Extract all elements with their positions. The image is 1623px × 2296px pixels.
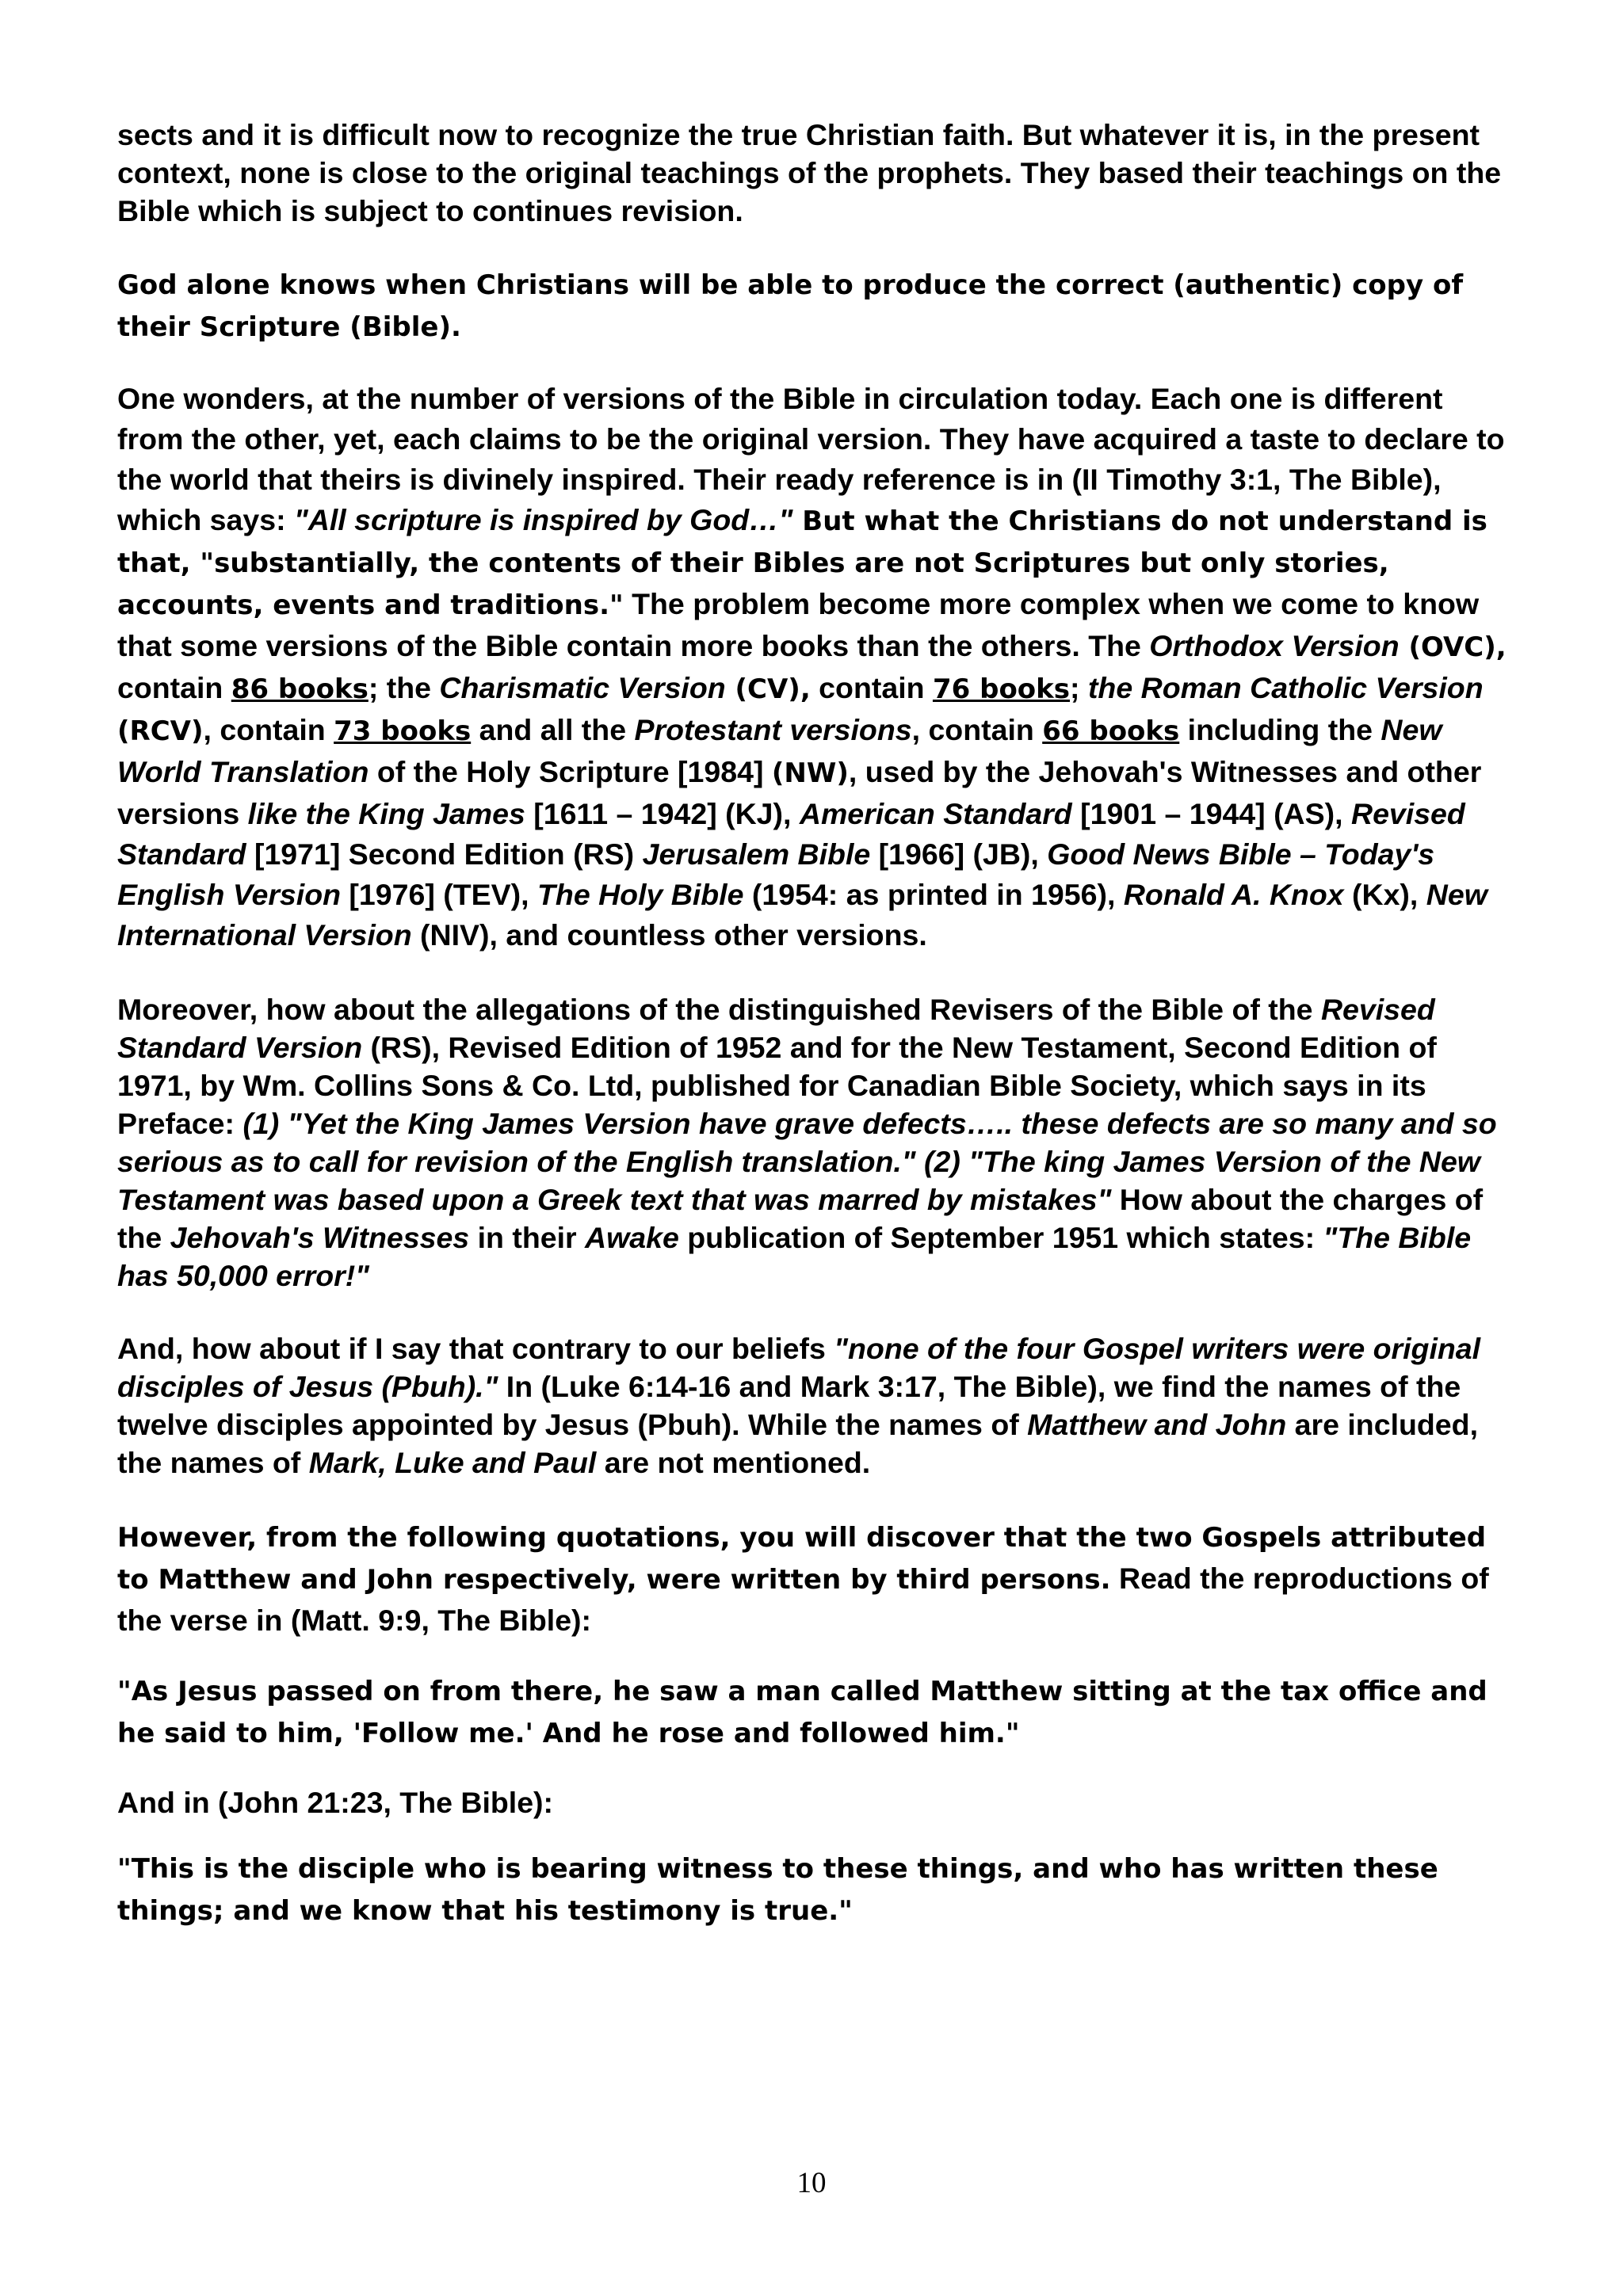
book-count: 66 books [1042, 715, 1180, 747]
version-name: Protestant versions [634, 713, 912, 746]
text-span: [1976] (TEV), [341, 878, 537, 911]
paragraph-john-ref: And in (John 21:23, The Bible): [117, 1786, 554, 1819]
version-name: The Holy Bible [537, 878, 744, 911]
text-span: [1901 – 1944] (AS), [1071, 797, 1351, 830]
text-span: (1954: as printed in 1956), [743, 878, 1124, 911]
book-count: 86 books [231, 673, 369, 705]
version-name: Good News Bible – Today's English Version [117, 837, 1435, 911]
text-span-black: But what the Christians do not understand is that, "substantially, the contents of their Bibles are not Scriptures but only stories, accounts, events and traditions." [117, 505, 1487, 621]
version-name: Ronald A. Knox [1123, 878, 1344, 911]
document-page [117, 116, 1512, 1932]
text-span: of the Holy Scripture [1984] [369, 755, 772, 788]
version-name: Revised Standard Version [117, 993, 1435, 1064]
version-name: Jerusalem Bible [642, 837, 871, 871]
text-span: ; the [368, 671, 440, 704]
paragraph-intro: sects and it is difficult now to recognize the true Christian faith. But whatever it is, in the present context, none is close to the original teachings of the prophets. They based their teachings on the Bible which is subject to continues revision. [117, 118, 1502, 227]
text-span: contain [117, 671, 231, 704]
version-name: the Roman Catholic Version [1087, 671, 1484, 704]
quote-matthew-9-9: "As Jesus passed on from there, he saw a man called Matthew sitting at the tax office and he said to him, 'Follow me.' And he rose and followed him." [117, 1676, 1487, 1749]
version-name: New World Translation [117, 713, 1442, 788]
version-name: Orthodox Version [1149, 629, 1400, 662]
text-span: In (Luke 6:14-16 and Mark 3:17, The Bible), we find the names of the twelve disciples appointed by Jesus (Pbuh). While the names of [117, 1370, 1461, 1441]
book-count: 76 books [932, 673, 1071, 705]
quote-awake: "The Bible has 50,000 error!" [117, 1221, 1472, 1292]
text-span: in their [469, 1221, 586, 1254]
text-span: ; [1070, 671, 1088, 704]
text-span: contain [810, 671, 933, 704]
text-span: (Kx), [1343, 878, 1426, 911]
paragraph-gospel-writers [117, 1329, 1512, 1482]
text-span: are not mentioned. [596, 1446, 871, 1479]
version-abbrev: (OVC), [1399, 631, 1507, 663]
text-span: [1966] (JB), [870, 837, 1048, 871]
paragraph-third-persons [117, 1516, 1512, 1641]
text-span: (RS), Revised Edition of 1952 and for the New Testament, Second Edition of 1971, by Wm. Collins Sons & Co. Ltd, published for Canadian Bible Society, which says in its Preface: [117, 1031, 1437, 1140]
paragraph-versions [117, 379, 1512, 955]
quote-gospel-writers: "none of the four Gospel writers were original disciples of Jesus (Pbuh)." [117, 1332, 1481, 1403]
book-count: 73 books [334, 715, 472, 747]
text-span: Read the reproductions of the verse in (Matt. 9:9, The Bible): [117, 1562, 1489, 1637]
version-name: like the King James [247, 797, 525, 830]
version-abbrev: (RCV) [117, 715, 204, 747]
text-span: And, how about if I say that contrary to our beliefs [117, 1332, 834, 1365]
text-span: One wonders, at the number of versions of the Bible in circulation today. Each one is different from the other, yet, each claims to be the original version. They have acquired a taste to declare to the world that theirs is divinely inspired. Their ready reference is in (II Timothy 3:1, The Bible), which says: [117, 382, 1505, 536]
version-name: American Standard [799, 797, 1072, 830]
paragraph-god-alone-knows: God alone knows when Christians will be able to produce the correct (authentic) copy of their Scripture (Bible). [117, 269, 1464, 343]
version-name: Revised Standard [117, 797, 1465, 871]
page-number: 10 [796, 2167, 827, 2199]
version-name: New International Version [117, 878, 1487, 952]
text-span: and all the [471, 713, 635, 746]
text-span: , used by the Jehovah's Witnesses and other versions [117, 755, 1482, 830]
text-span: [1611 – 1942] (KJ), [525, 797, 800, 830]
version-abbrev: (NW) [771, 757, 849, 789]
version-name: Charismatic Version [439, 671, 726, 704]
quote-preface: (1) "Yet the King James Version have grave defects….. these defects are so many and so serious as to call for revision of the English translation." (2) "The king James Version of the New Testament was based upon a Greek text that was marred by mistakes" [117, 1107, 1497, 1216]
text-span: publication of September 1951 which states: [678, 1221, 1323, 1254]
version-abbrev: (CV), [725, 673, 811, 705]
emphasis: Matthew and John [1027, 1408, 1287, 1441]
text-span: including the [1179, 713, 1381, 746]
text-span: , contain [203, 713, 334, 746]
emphasis: Mark, Luke and Paul [308, 1446, 597, 1479]
emphasis: Jehovah's Witnesses [170, 1221, 470, 1254]
text-span: (NIV), and countless other versions. [411, 918, 927, 952]
text-span-black: However, from the following quotations, you will discover that the two Gospels attributed to Matthew and John respectively, were written by third persons. [117, 1522, 1487, 1596]
text-span: [1971] Second Edition (RS) [246, 837, 643, 871]
text-span: How about the charges of the [117, 1183, 1484, 1254]
text-span: The problem become more complex when we come to know that some versions of the Bible contain more books than the others. The [117, 587, 1480, 662]
text-span: are included, the names of [117, 1408, 1478, 1479]
emphasis: Awake [585, 1221, 679, 1254]
quote-john-21-23: "This is the disciple who is bearing witness to these things, and who has written these things; and we know that his testimony is true." [117, 1853, 1438, 1927]
quote-all-scripture: "All scripture is inspired by God…" [294, 503, 793, 536]
text-span: , contain [911, 713, 1043, 746]
paragraph-revisers [117, 990, 1512, 1295]
text-span: Moreover, how about the allegations of the distinguished Revisers of the Bible of the [117, 993, 1321, 1026]
